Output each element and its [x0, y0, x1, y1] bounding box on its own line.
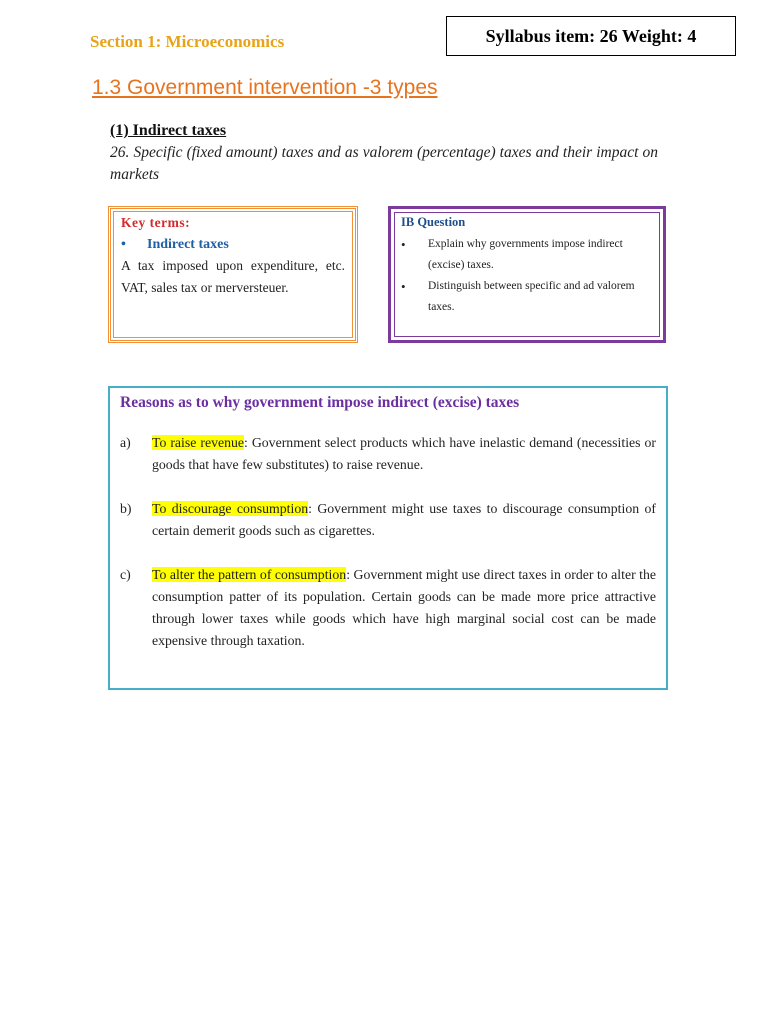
list-marker: b): [120, 501, 132, 516]
bullet-icon: •: [401, 237, 406, 252]
section-title: Section 1: Microeconomics: [90, 32, 285, 51]
reasons-title: Reasons as to why government impose indirect (excise) taxes: [120, 394, 520, 411]
key-terms-box: [108, 206, 358, 343]
key-term: Indirect taxes: [147, 237, 229, 252]
highlighted-phrase: To alter the pattern of consumption: [152, 567, 347, 582]
main-heading: 1.3 Government intervention -3 types: [92, 76, 438, 99]
key-terms-label: Key terms:: [121, 215, 191, 230]
reason-body: : Government might use taxes to discourage consumption of certain demerit goods such as cigarettes.: [152, 501, 656, 538]
ib-question-box: [388, 206, 666, 343]
key-term-item: [121, 237, 345, 253]
reasons-list: [120, 432, 656, 652]
syllabus-box: Syllabus item: 26 Weight: 4: [446, 16, 736, 56]
bullet-icon: •: [401, 279, 406, 294]
highlighted-phrase: To raise revenue: [152, 435, 245, 450]
list-item: [401, 276, 653, 318]
reasons-box: [108, 386, 668, 690]
list-marker: a): [120, 435, 131, 450]
list-item: [401, 234, 653, 276]
sub-heading: (1) Indirect taxes: [110, 122, 227, 139]
ib-question-text: Explain why governments impose indirect (excise) taxes.: [428, 238, 623, 271]
syllabus-description: 26. Specific (fixed amount) taxes and as valorem (percentage) taxes and their impact on markets: [110, 144, 658, 183]
bullet-icon: •: [121, 237, 126, 252]
highlighted-phrase: To discourage consumption: [152, 501, 309, 516]
reason-body: : Government select products which have inelastic demand (necessities or goods that have few substitutes) to raise revenue.: [152, 435, 656, 472]
ib-question-label: IB Question: [401, 215, 466, 229]
reason-text: [152, 432, 656, 476]
list-item: [120, 564, 656, 652]
list-item: [120, 498, 656, 542]
list-item: [120, 432, 656, 476]
ib-question-list: [401, 234, 653, 318]
reason-body: : Government might use direct taxes in order to alter the consumption patter of its population. Certain goods can be made more price attractive through lower taxes while goods which have high marginal social cost can be made expensive through taxation.: [152, 567, 656, 648]
reason-text: [152, 564, 656, 652]
reason-text: [152, 498, 656, 542]
list-marker: c): [120, 567, 131, 582]
ib-question-text: Distinguish between specific and ad valorem taxes.: [428, 280, 635, 313]
key-term-definition: A tax imposed upon expenditure, etc. VAT, sales tax or merversteuer.: [121, 258, 345, 295]
